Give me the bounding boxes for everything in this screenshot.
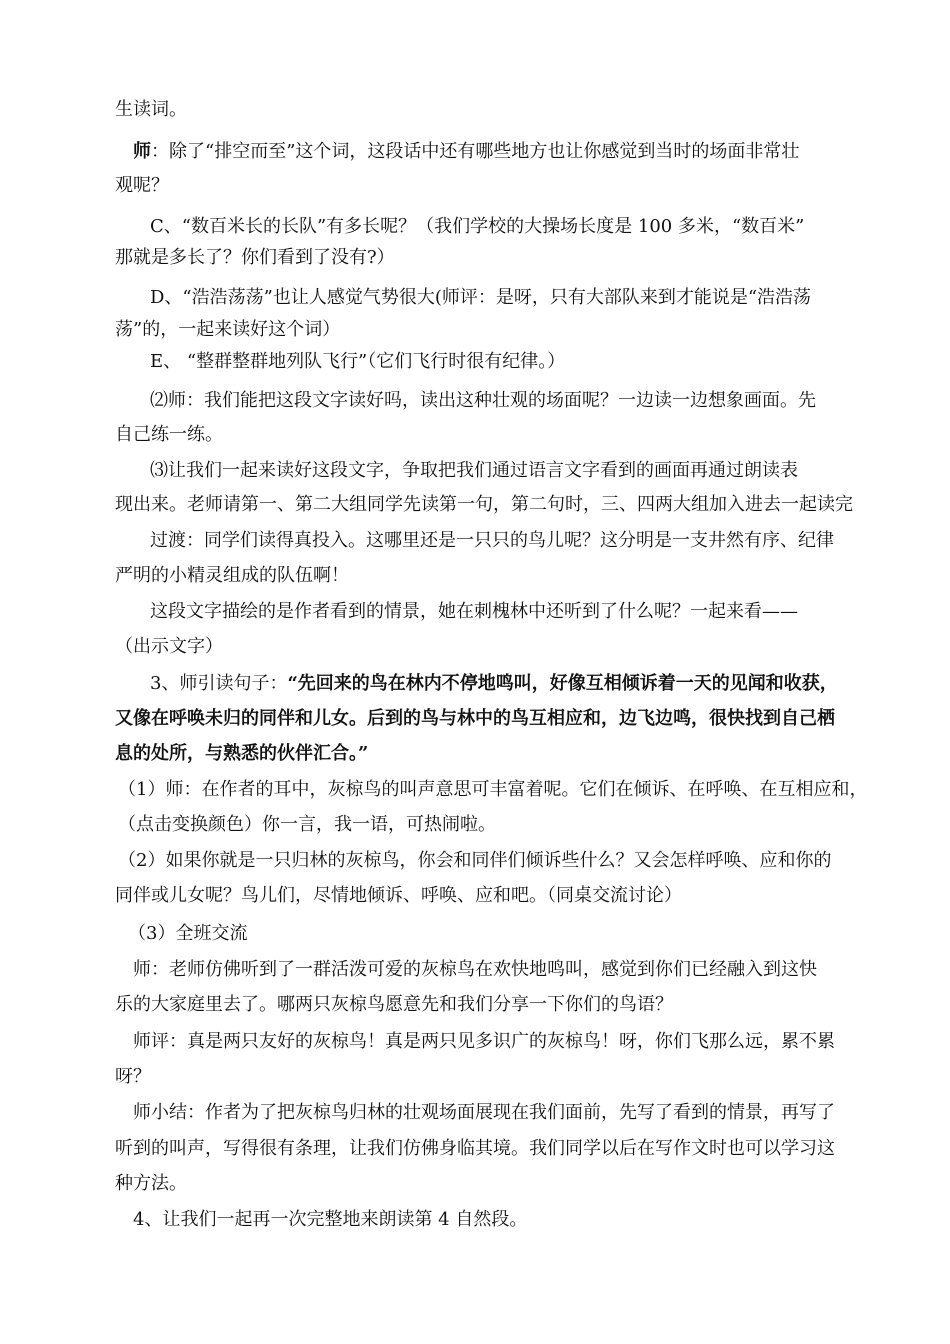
line-teacher-hear: 师：老师仿佛听到了一群活泼可爱的灰椋鸟在欢快地鸣叫，感觉到你们已经融入到这快 [133, 959, 817, 980]
quoted-sentence: “先回来的鸟在林内不停地鸣叫，好像互相倾诉着一天的见闻和收获， [287, 673, 838, 694]
line-sub-3: （3）全班交流 [128, 923, 248, 944]
line-teacher-comment: 师评：真是两只友好的灰椋鸟！真是两只见多识广的灰椋鸟！呀，你们飞那么远，累不累 [133, 1031, 835, 1052]
line-summary-cont-2: 种方法。 [115, 1173, 187, 1194]
line-teacher-comment-cont: 呀？ [115, 1066, 151, 1087]
line-item-c-cont: 那就是多长了？你们看到了没有?） [115, 247, 395, 268]
line-teacher-question: 师：除了“排空而至”这个词，这段话中还有哪些地方也让你感觉到当时的场面非常壮 [133, 141, 800, 162]
line-teacher-hear-cont: 乐的大家庭里去了。哪两只灰椋鸟愿意先和我们分享一下你们的鸟语？ [115, 994, 673, 1015]
line-quote-cont-1: 又像在呼唤未归的同伴和儿女。后到的鸟与林中的鸟互相应和，边飞边鸣，很快找到自己栖 [115, 708, 835, 729]
line-item-c: C、“数百米长的长队”有多长呢？（我们学校的大操场长度是 100 多米，“数百米” [150, 216, 805, 237]
line-teacher-question-cont: 观呢？ [115, 175, 169, 196]
line-step-3: ⑶让我们一起来读好这段文字，争取把我们通过语言文字看到的画面再通过朗读表 [150, 460, 798, 481]
line-summary-cont-1: 听到的叫声，写得很有条理，让我们仿佛身临其境。我们同学以后在写作文时也可以学习这 [115, 1138, 835, 1159]
line-quote-cont-2: 息的处所，与熟悉的伙伴汇合。” [115, 743, 369, 764]
line-step-3-cont: 现出来。老师请第一、第二大组同学先读第一句，第二句时，三、四两大组加入进去一起读完 [115, 494, 853, 515]
line-sub-2: （2）如果你就是一只归林的灰椋鸟，你会和同伴们倾诉些什么？又会怎样呼唤、应和你的 [118, 850, 832, 871]
line-item-d-cont: 荡”的，一起来读好这个词） [115, 319, 341, 340]
line-transition-cont: 严明的小精灵组成的队伍啊！ [115, 565, 349, 586]
line-step-4: 4、让我们一起再一次完整地来朗读第 4 自然段。 [133, 1209, 528, 1230]
line-guided-reading: 3、师引读句子：“先回来的鸟在林内不停地鸣叫，好像互相倾诉着一天的见闻和收获， [150, 673, 838, 694]
line-summary: 师小结：作者为了把灰椋鸟归林的壮观场面展现在我们面前，先写了看到的情景，再写了 [133, 1102, 835, 1123]
line-transition: 过渡：同学们读得真投入。这哪里还是一只只的鸟儿呢？这分明是一支井然有序、纪律 [150, 530, 834, 551]
line-sub-2-cont: 同伴或儿女呢？鸟儿们，尽情地倾诉、呼唤、应和吧。（同桌交流讨论） [115, 885, 682, 906]
line-item-e: E、 “整群整群地列队飞行”（它们飞行时很有纪律。） [150, 351, 566, 372]
line-student-reads: 生读词。 [115, 99, 187, 120]
line-step-2-cont: 自己练一练。 [115, 424, 223, 445]
line-sub-1-cont: （点击变换颜色）你一言，我一语，可热闹啦。 [118, 814, 496, 835]
speaker-label: 师 [133, 141, 151, 162]
line-scene-question: 这段文字描绘的是作者看到的情景，她在刺槐林中还听到了什么呢？一起来看—— [150, 601, 798, 622]
line-show-text: （出示文字） [115, 636, 223, 657]
line-item-d: D、“浩浩荡荡”也让人感觉气势很大(师评：是呀，只有大部队来到才能说是“浩浩荡 [150, 287, 812, 308]
line-step-2: ⑵师：我们能把这段文字读好吗，读出这种壮观的场面呢？一边读一边想象画面。先 [150, 390, 816, 411]
line-sub-1: （1）师：在作者的耳中，灰椋鸟的叫声意思可丰富着呢。它们在倾诉、在呼唤、在互相应和， [118, 779, 868, 800]
